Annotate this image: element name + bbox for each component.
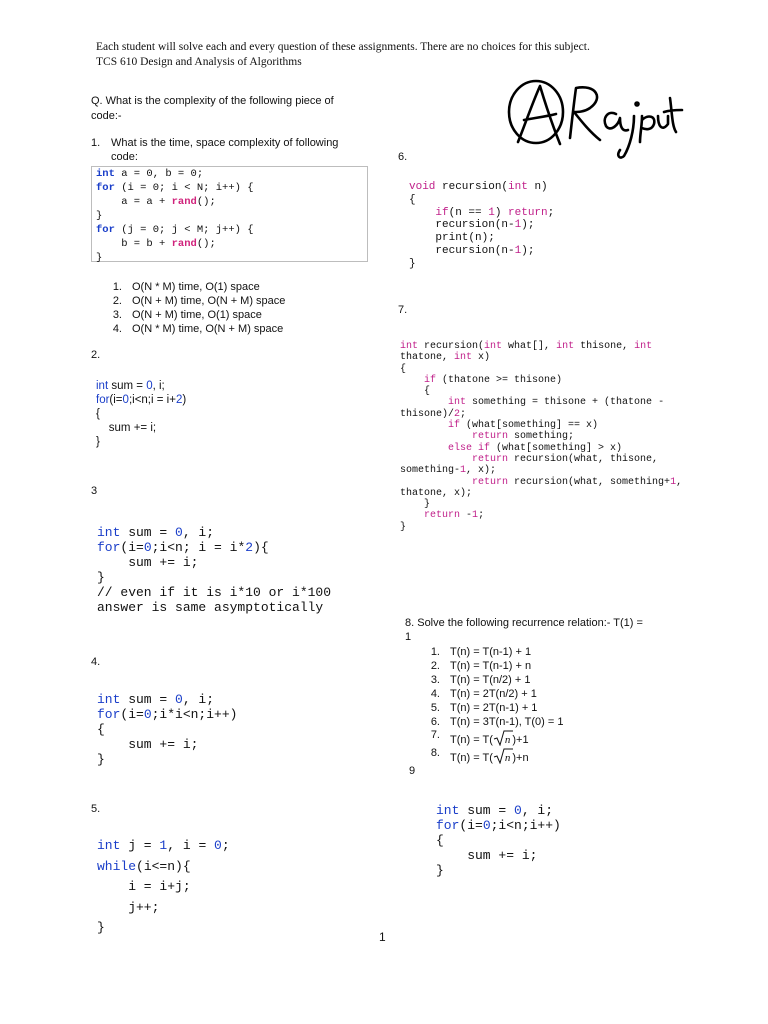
code-token-num: 0 [214, 838, 222, 853]
code-text: (what[something] > x) [490, 442, 623, 454]
list-item [418, 645, 564, 659]
code-text: (thatone >= thisone) [436, 374, 563, 386]
code-text: n) [527, 181, 548, 193]
code-text: } [400, 521, 407, 533]
code-line [96, 223, 363, 237]
code-text: { [96, 408, 100, 420]
code-token-num: 2 [245, 540, 254, 555]
code-text: , i; [152, 380, 165, 392]
code-text: something = thisone + (thatone - [466, 397, 665, 409]
code-line [97, 722, 237, 737]
code-line [96, 195, 363, 209]
code-line [97, 877, 230, 898]
code-token-pk: 1 [670, 476, 677, 488]
code-text: recursion( [435, 181, 509, 193]
q8-item-8-radicand: n [504, 751, 511, 764]
code-line [97, 600, 331, 615]
code-token-pk: else if [448, 442, 491, 454]
code-line [96, 421, 186, 435]
list-item-number: 2. [112, 295, 122, 307]
code-line [436, 848, 561, 863]
code-line [96, 435, 186, 449]
code-token-pk: 1 [514, 244, 522, 257]
code-text: (i<=n){ [136, 858, 191, 874]
code-line [400, 386, 682, 397]
code-token-pk: return [508, 206, 548, 219]
q8-recurrences [418, 645, 564, 729]
code-line [436, 818, 561, 833]
code-token-kw: int [97, 692, 121, 707]
list-item-number: 3. [112, 309, 122, 321]
code-token-pk: if [424, 374, 437, 386]
code-token-pk: 1 [488, 206, 495, 219]
code-text: sum = [459, 803, 515, 818]
code-line [97, 570, 331, 585]
code-line [400, 522, 682, 533]
code-text: , i; [182, 525, 215, 540]
code-text: } [97, 570, 105, 585]
code-token-pk: return [424, 510, 461, 522]
q8-text-line-1: 8. Solve the following recurrence relation:- T(1) = [405, 617, 643, 629]
code-text [400, 420, 448, 431]
q8-item-7-radicand: n [504, 733, 511, 746]
code-line [400, 510, 682, 521]
code-token-pk: int [634, 341, 653, 352]
list-item-text: T(n) = T(n-1) + 1 [450, 646, 532, 658]
list-item-number: 5. [430, 702, 440, 714]
code-token-kb: int [96, 168, 115, 180]
code-line [409, 232, 554, 245]
code-text: // even if it is i*10 or i*100 [97, 585, 332, 600]
code-line [400, 477, 682, 488]
list-item [100, 280, 285, 294]
list-item-number: 3. [430, 674, 440, 686]
q9-code-block [436, 803, 561, 878]
q8-item-7-suffix: )+1 [512, 733, 529, 746]
page-number: 1 [379, 930, 386, 944]
code-text: thisone, [574, 341, 635, 352]
code-line [97, 555, 331, 570]
code-text: i = i+j; [97, 879, 191, 894]
code-line [400, 443, 682, 454]
code-text: , x); [466, 465, 497, 477]
list-item-text: O(N + M) time, O(N + M) space [132, 295, 286, 307]
q5-code-block [97, 836, 230, 939]
code-line [400, 352, 682, 363]
code-token-fn: rand [171, 238, 197, 250]
code-text: - [460, 510, 473, 522]
code-token-kb: for [96, 224, 115, 236]
code-line [436, 863, 561, 878]
q3-number: 3 [91, 485, 98, 497]
code-line [96, 379, 186, 393]
code-line [436, 803, 561, 818]
list-item-text: T(n) = T(n-1) + n [450, 660, 532, 672]
q3-code-block [97, 525, 331, 615]
code-text: ; [547, 206, 555, 219]
code-text: ; [478, 510, 485, 522]
code-token-num: 0 [122, 394, 129, 406]
code-text: recursion(what, something+ [508, 476, 671, 488]
code-text: a = 0, b = 0; [114, 168, 204, 180]
code-text: , [676, 476, 683, 488]
code-text: ); [521, 244, 535, 257]
code-text: { [409, 193, 416, 206]
code-token-kw: while [97, 858, 137, 874]
code-text: sum += i; [436, 848, 538, 863]
code-token-pk: if [435, 206, 449, 219]
list-item-text: O(N + M) time, O(1) space [132, 309, 262, 321]
code-line [97, 540, 331, 555]
code-text: recursion( [418, 341, 485, 352]
code-text: b = b + [96, 238, 172, 250]
code-text: a = a + [96, 196, 172, 208]
code-text: something- [400, 465, 461, 477]
code-line [96, 237, 363, 251]
code-text: recursion(n- [409, 244, 515, 257]
code-text: sum += i; [96, 422, 157, 434]
q7-code-block [400, 341, 682, 533]
code-text: ) [494, 206, 509, 219]
code-text: ); [521, 219, 535, 232]
code-token-pk: 1 [460, 465, 467, 477]
code-line [96, 167, 363, 181]
code-line [97, 737, 237, 752]
code-text: (); [196, 238, 216, 250]
code-token-fn: rand [171, 196, 197, 208]
q1-code-block [91, 166, 368, 262]
q6-number: 6. [398, 151, 408, 163]
q2-code-block [96, 379, 186, 449]
code-line [96, 393, 186, 407]
code-text: sum += i; [97, 555, 199, 570]
code-line [96, 407, 186, 421]
code-token-pk: int [400, 341, 419, 352]
code-line [97, 752, 237, 767]
header-line-2: TCS 610 Design and Analysis of Algorithms [96, 56, 302, 68]
code-text: x) [472, 352, 491, 364]
list-item [100, 322, 285, 336]
intro-line-1: Q. What is the complexity of the following piece of [91, 95, 334, 107]
code-text: } [436, 863, 444, 878]
code-token-kb: for [96, 182, 115, 194]
list-item [418, 701, 564, 715]
code-line [400, 431, 682, 442]
q8-item-8-suffix: )+n [512, 751, 529, 764]
code-text: { [400, 386, 431, 398]
list-item-text: O(N * M) time, O(1) space [132, 281, 260, 293]
code-text [409, 207, 435, 219]
code-token-kw: for [97, 540, 121, 555]
code-token-kw: int [436, 803, 460, 818]
list-item-number: 1. [112, 281, 122, 293]
code-text: ; [460, 408, 467, 420]
code-line [400, 375, 682, 386]
code-text: ;i*i<n;i++) [151, 707, 238, 722]
code-token-pk: int [454, 352, 473, 364]
code-text: (i= [109, 394, 123, 406]
list-item [418, 715, 564, 729]
code-line [400, 409, 682, 420]
code-token-pk: int [448, 397, 467, 409]
code-token-kw: int [97, 838, 121, 853]
code-text: (i= [459, 818, 483, 833]
code-text: ;i<n; i = i* [151, 540, 246, 555]
code-line [400, 397, 682, 408]
code-text [400, 443, 448, 454]
code-line [96, 181, 363, 195]
q8-item-7-prefix: T(n) = T( [450, 733, 493, 746]
code-line [409, 194, 554, 207]
code-token-pk: return [472, 453, 509, 465]
list-item-number: 4. [430, 688, 440, 700]
code-text: , i; [521, 803, 554, 818]
header-line-1: Each student will solve each and every question of these assignments. There are no choices for this subject. [96, 41, 590, 53]
list-item-text: T(n) = T(n/2) + 1 [450, 674, 531, 686]
q1-options [100, 280, 285, 336]
q1-text-line-1: What is the time, space complexity of following [111, 137, 339, 149]
q5-number: 5. [91, 803, 101, 815]
code-text: sum = [108, 380, 147, 392]
code-token-kw: for [96, 394, 110, 406]
code-text: { [436, 833, 444, 848]
code-text: sum += i; [97, 737, 199, 752]
code-text: recursion(n- [409, 219, 515, 232]
code-text: (j = 0; j < M; j++) { [114, 224, 254, 236]
code-token-num: 0 [175, 692, 183, 707]
code-token-num: 0 [175, 525, 183, 540]
q2-number: 2. [91, 349, 101, 361]
code-line [409, 219, 554, 232]
code-text [400, 397, 448, 408]
code-text: } [97, 920, 105, 935]
code-text: { [400, 363, 407, 375]
intro-line-2: code:- [91, 110, 122, 122]
code-token-num: 2 [175, 394, 183, 406]
code-line [400, 420, 682, 431]
code-text: ; [221, 838, 230, 853]
code-text: } [96, 252, 103, 264]
q1-text-line-2: code: [111, 151, 138, 163]
code-text: something; [508, 431, 575, 443]
code-text: ){ [253, 540, 269, 555]
code-token-pk: int [556, 341, 575, 352]
code-token-pk: void [409, 181, 436, 193]
code-token-pk: int [484, 341, 503, 352]
code-token-kw: for [436, 818, 460, 833]
code-text: ) [182, 394, 187, 406]
code-text: answer is same asymptotically [97, 600, 324, 615]
code-text: (i= [120, 540, 144, 555]
code-line [97, 525, 331, 540]
code-text: (); [196, 196, 216, 208]
code-line [96, 209, 363, 223]
code-line [97, 707, 237, 722]
code-text: recursion(what, thisone, [508, 453, 659, 465]
list-item-number: 1. [430, 646, 440, 658]
code-text: thatone, [400, 352, 455, 364]
code-line [400, 364, 682, 375]
code-token-pk: 1 [472, 510, 479, 522]
q8-item-8-prefix: T(n) = T( [450, 751, 493, 764]
code-token-num: 0 [143, 707, 152, 722]
list-item-number: 6. [430, 716, 440, 728]
list-item-text: T(n) = 3T(n-1), T(0) = 1 [450, 716, 564, 728]
code-line [400, 341, 682, 352]
code-line [400, 488, 682, 499]
code-token-num: 0 [143, 540, 152, 555]
code-line [97, 857, 230, 878]
code-token-pk: 2 [454, 408, 461, 420]
q4-code-block [97, 692, 237, 767]
code-line [409, 245, 554, 258]
q7-number: 7. [398, 304, 408, 316]
list-item [100, 308, 285, 322]
code-token-kw: for [97, 707, 121, 722]
code-token-num: 0 [146, 380, 153, 392]
code-text: j++; [97, 899, 160, 915]
code-text: , i; [182, 692, 215, 707]
q1-number: 1. [91, 137, 101, 149]
list-item [418, 659, 564, 673]
code-text: (i= [120, 707, 144, 722]
code-text: what[], [502, 341, 557, 352]
code-line [409, 181, 554, 194]
list-item-text: T(n) = 2T(n/2) + 1 [450, 688, 537, 700]
code-token-num: 0 [482, 818, 491, 833]
list-item-text: O(N * M) time, O(N + M) space [132, 323, 284, 335]
list-item-number: 2. [430, 660, 440, 672]
code-token-num: 0 [514, 803, 522, 818]
code-line [409, 258, 554, 271]
code-line [97, 836, 230, 857]
code-token-kw: int [97, 525, 121, 540]
code-text: (what[something] == x) [460, 420, 599, 432]
code-text [400, 375, 424, 386]
code-line [400, 499, 682, 510]
code-text: } [96, 210, 103, 222]
code-text: j = [120, 838, 160, 853]
list-item-number: 4. [112, 323, 122, 335]
code-line [409, 207, 554, 220]
code-text: } [96, 436, 100, 448]
code-line [97, 692, 237, 707]
code-token-num: 1 [159, 838, 168, 853]
list-item [418, 687, 564, 701]
code-text: } [97, 752, 105, 767]
code-text: thatone, x); [400, 487, 473, 499]
q4-number: 4. [91, 656, 101, 668]
q8-text-line-2: 1 [405, 631, 412, 643]
code-token-pk: return [472, 431, 509, 443]
code-text: ;i<n;i = i+ [128, 394, 176, 406]
code-text: thisone)/ [400, 408, 455, 420]
code-text [400, 431, 472, 442]
code-text [400, 454, 472, 465]
code-token-pk: 1 [514, 219, 522, 232]
code-text [400, 510, 424, 521]
code-text: sum = [120, 525, 176, 540]
q8-item-7-number: 7. [430, 729, 440, 741]
code-token-pk: if [448, 420, 461, 432]
code-text [400, 477, 472, 488]
code-text: } [409, 257, 416, 270]
code-line [400, 465, 682, 476]
signature [500, 72, 685, 162]
code-token-kw: int [96, 380, 109, 392]
code-text: (i = 0; i < N; i++) { [114, 182, 254, 194]
code-line [400, 454, 682, 465]
code-token-pk: int [508, 181, 528, 193]
code-text: { [97, 722, 105, 737]
code-text: sum = [120, 692, 176, 707]
code-line [97, 585, 331, 600]
code-text: (n == [448, 206, 489, 219]
code-text: } [400, 499, 431, 511]
q9-number: 9 [409, 765, 416, 777]
list-item-text: T(n) = 2T(n-1) + 1 [450, 702, 538, 714]
q6-code-block [409, 181, 554, 271]
code-line [96, 251, 363, 265]
code-text: , i = [167, 838, 215, 853]
list-item [418, 673, 564, 687]
list-item [100, 294, 285, 308]
code-text: print(n); [409, 232, 495, 245]
code-line [97, 898, 230, 919]
code-text: ;i<n;i++) [490, 818, 561, 833]
code-line [436, 833, 561, 848]
code-line [97, 918, 230, 939]
q8-item-8-number: 8. [430, 747, 440, 759]
code-token-pk: return [472, 476, 509, 488]
